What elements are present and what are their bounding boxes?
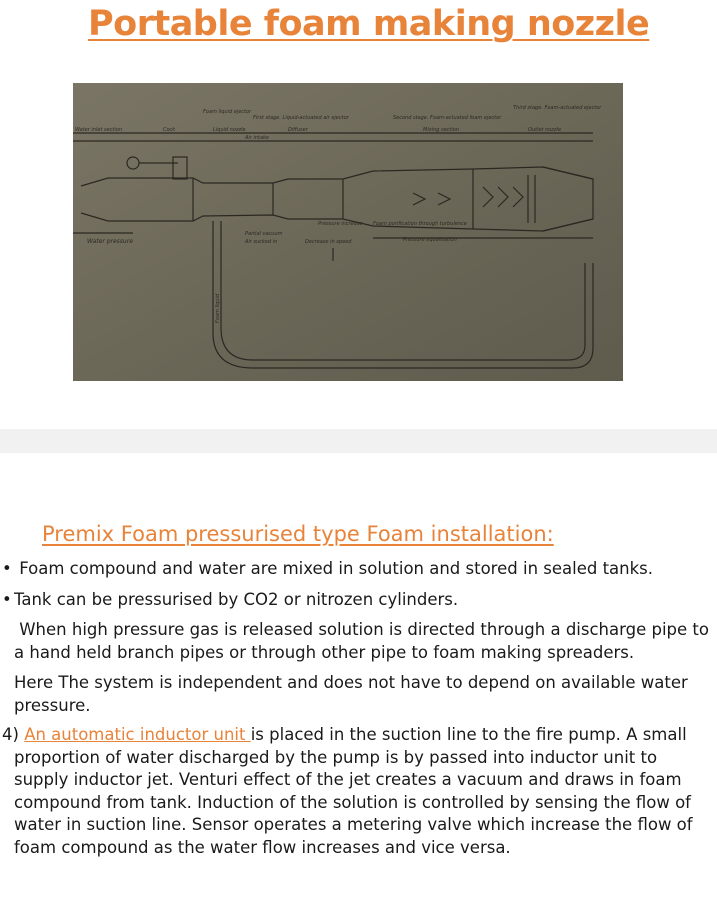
bullet-symbol bbox=[2, 619, 14, 642]
bullet-text: Here The system is independent and does not have to depend on available water pressure. bbox=[14, 673, 688, 715]
bullet-item bbox=[2, 672, 714, 717]
label-foam-liquid: Foam liquid bbox=[215, 293, 221, 323]
label-liquid-nozzle: Liquid nozzle bbox=[213, 127, 246, 133]
label-decrease-in-speed: Decrease in speed bbox=[305, 239, 352, 245]
label-partial-vacuum: Partial vacuum bbox=[245, 231, 283, 237]
label-air-intake: Air intake bbox=[245, 135, 270, 141]
label-air-sucked-in: Air sucked in bbox=[245, 239, 278, 245]
label-cock: Cock bbox=[163, 127, 176, 133]
bullet-symbol bbox=[2, 672, 14, 695]
bullet-symbol: • bbox=[2, 559, 12, 578]
label-diffuser: Diffuser bbox=[288, 127, 308, 133]
label-water-pressure: Water pressure bbox=[87, 238, 133, 245]
item-number: 4) bbox=[2, 725, 19, 744]
label-second-stage: Second stage. Foam-actuated foam ejector bbox=[393, 115, 502, 121]
bullet-symbol: • bbox=[2, 590, 12, 609]
label-third-stage: Third stage. Foam-actuated ejector bbox=[513, 105, 602, 111]
slide-divider bbox=[0, 429, 717, 453]
bullet-item bbox=[2, 558, 714, 581]
bullet-text: Foam compound and water are mixed in solution and stored in sealed tanks. bbox=[14, 559, 654, 578]
bullet-text: Tank can be pressurised by CO2 or nitrozen cylinders. bbox=[14, 590, 459, 609]
label-foam-liquid-ejector: Foam liquid ejector bbox=[203, 109, 252, 115]
foam-nozzle-diagram-photo bbox=[73, 83, 623, 381]
label-water-inlet: Water inlet section bbox=[75, 127, 122, 133]
slide-title: Portable foam making nozzle bbox=[88, 4, 650, 44]
label-outlet-nozzle: Outlet nozzle bbox=[528, 127, 562, 133]
label-pressure-equalisation: Pressure equalisation bbox=[403, 237, 457, 243]
section-heading: Premix Foam pressurised type Foam installation: bbox=[42, 522, 554, 546]
item-4-text: is placed in the suction line to the fire pump. A small proportion of water discharged by the pump is by passed into inductor unit to supply inductor jet. Venturi effect of the jet creates a vacuum and draws in foam compound from tank. Induction of the solution is controlled by sensing the flow of water in suction line. Sensor operates a metering valve which increase the flow of foam compound as the water flow increases and vice versa. bbox=[14, 725, 693, 857]
label-pressure-increase: Pressure increase bbox=[318, 221, 363, 227]
bullet-item bbox=[2, 589, 714, 612]
label-mixing-section: Mixing section bbox=[423, 127, 459, 133]
label-first-stage: First stage. Liquid-actuated air ejector bbox=[253, 115, 349, 121]
bullet-text: When high pressure gas is released solution is directed through a discharge pipe to a hand held branch pipes or through other pipe to foam making spreaders. bbox=[14, 620, 709, 662]
inductor-unit-link[interactable]: An automatic inductor unit bbox=[24, 725, 251, 744]
numbered-item-4 bbox=[2, 724, 714, 859]
label-foam-purification: Foam purification through turbulence bbox=[373, 221, 467, 227]
bullet-item bbox=[2, 619, 714, 664]
